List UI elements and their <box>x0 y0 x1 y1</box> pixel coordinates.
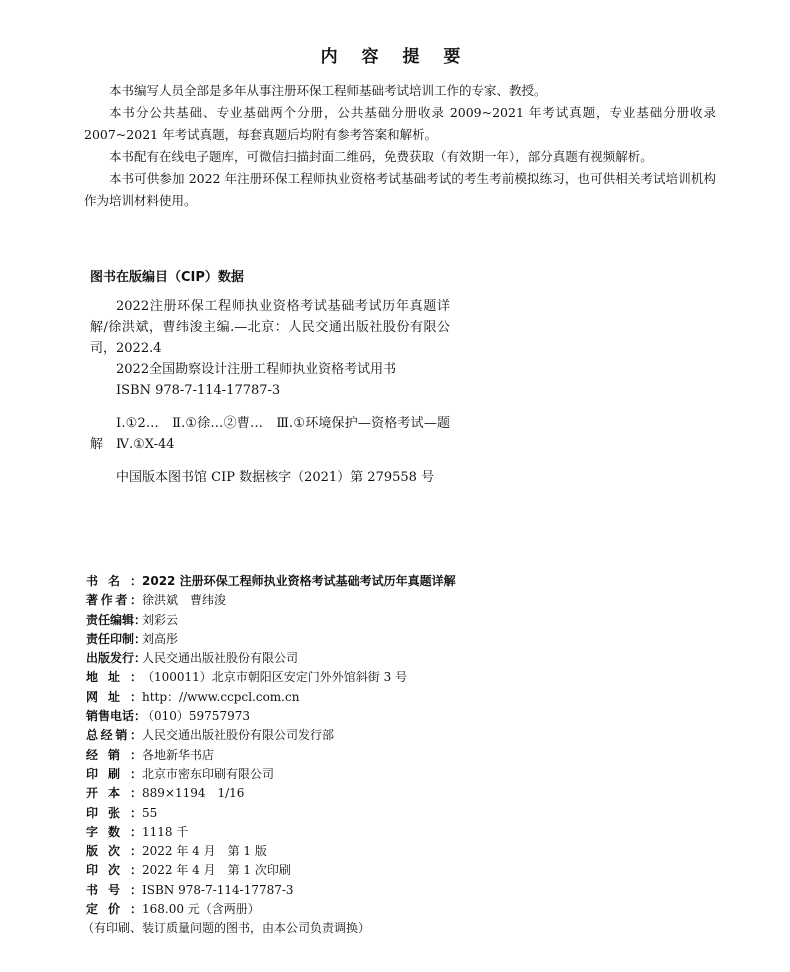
publication-info <box>82 572 686 939</box>
info-label: 出版发行： <box>86 651 147 666</box>
cip-classification: Ⅰ.①2… Ⅱ.①徐…②曹… Ⅲ.①环境保护—资格考试—题解 Ⅳ.①X-44 <box>90 416 450 452</box>
info-row <box>86 842 686 861</box>
cip-series: 2022全国勘察设计注册工程师执业资格考试用书 <box>116 362 397 377</box>
info-value: 2022 注册环保工程师执业资格考试基础考试历年真题详解 <box>142 574 456 588</box>
info-row <box>86 746 686 765</box>
summary-paragraph: 本书可供参加 2022 年注册环保工程师执业资格考试基础考试的考生考前模拟练习，也可供相关考试培训机构作为培训材料使用。 <box>84 171 716 208</box>
info-label: 版次： <box>86 844 142 859</box>
info-row <box>86 707 686 726</box>
info-value: 人民交通出版社股份有限公司发行部 <box>142 728 335 743</box>
info-row <box>86 881 686 900</box>
info-row <box>86 668 686 687</box>
quality-note: （有印刷、装订质量问题的图书，由本公司负责调换） <box>82 921 371 936</box>
info-value: 北京市密东印刷有限公司 <box>142 766 275 781</box>
info-value: 徐洪斌 曹纬浚 <box>142 593 227 608</box>
info-row <box>86 572 686 591</box>
info-row <box>86 823 686 842</box>
page-title: 内 容 提 要 <box>320 47 470 67</box>
info-value: 168.00 元（含两册） <box>142 902 260 917</box>
info-label: 书名： <box>86 574 142 588</box>
summary-paragraph: 本书配有在线电子题库，可微信扫描封面二维码，免费获取（有效期一年），部分真题有视频解析。 <box>109 149 653 164</box>
info-row <box>86 611 686 630</box>
info-value: http：//www.ccpcl.com.cn <box>142 689 300 704</box>
info-label: 总经销： <box>86 728 142 743</box>
cip-heading: 图书在版编目（CIP）数据 <box>90 270 244 285</box>
info-label: 印刷： <box>86 766 142 781</box>
info-label: 责任印制： <box>86 631 147 646</box>
info-value: （100011）北京市朝阳区安定门外外馆斜街 3 号 <box>142 670 408 685</box>
info-row <box>86 861 686 880</box>
info-value: 2022 年 4 月 第 1 版 <box>142 844 267 859</box>
info-label: 印张： <box>86 805 142 820</box>
info-row <box>86 804 686 823</box>
info-label: 定价： <box>86 902 142 917</box>
info-value: 人民交通出版社股份有限公司 <box>142 651 299 666</box>
info-label: 字数： <box>86 824 142 839</box>
info-label: 网址： <box>86 689 142 704</box>
summary-paragraph: 本书编写人员全部是多年从事注册环保工程师基础考试培训工作的专家、教授。 <box>109 83 547 98</box>
info-label: 责任编辑： <box>86 612 147 627</box>
info-value: 各地新华书店 <box>142 747 215 762</box>
info-row <box>86 726 686 745</box>
info-label: 印次： <box>86 863 142 878</box>
info-value: 55 <box>142 805 158 820</box>
cip-record: 中国版本图书馆 CIP 数据核字（2021）第 279558 号 <box>116 470 435 485</box>
info-row <box>86 630 686 649</box>
info-label: 著作者： <box>86 593 142 608</box>
cip-isbn: ISBN 978-7-114-17787-3 <box>116 383 281 398</box>
info-label: 销售电话： <box>86 709 147 724</box>
info-value: ISBN 978-7-114-17787-3 <box>142 882 294 897</box>
info-value: 刘高彤 <box>142 631 179 646</box>
info-row <box>86 784 686 803</box>
summary-paragraph: 本书分公共基础、专业基础两个分册，公共基础分册收录 2009~2021 年考试真题，专业基础分册收录 2007~2021 年考试真题，每套真题后均附有参考答案和解析。 <box>84 105 716 142</box>
info-label: 经销： <box>86 747 142 762</box>
info-row <box>86 649 686 668</box>
info-value: 1118 千 <box>142 824 189 839</box>
info-row <box>86 591 686 610</box>
info-label: 书号： <box>86 882 142 897</box>
info-value: （010）59757973 <box>142 709 250 724</box>
info-value: 2022 年 4 月 第 1 次印刷 <box>142 863 291 878</box>
info-label: 开本： <box>86 786 142 801</box>
summary-section <box>84 80 716 212</box>
cip-block <box>90 296 450 488</box>
info-label: 地址： <box>86 670 142 685</box>
info-row <box>86 765 686 784</box>
cip-entry: 2022注册环保工程师执业资格考试基础考试历年真题详解/徐洪斌，曹纬浚主编.—北京：人民交通出版社股份有限公司，2022.4 <box>90 299 450 356</box>
info-value: 刘彩云 <box>142 612 179 627</box>
info-row <box>86 688 686 707</box>
info-value: 889×1194 1/16 <box>142 786 245 801</box>
info-row <box>86 900 686 919</box>
